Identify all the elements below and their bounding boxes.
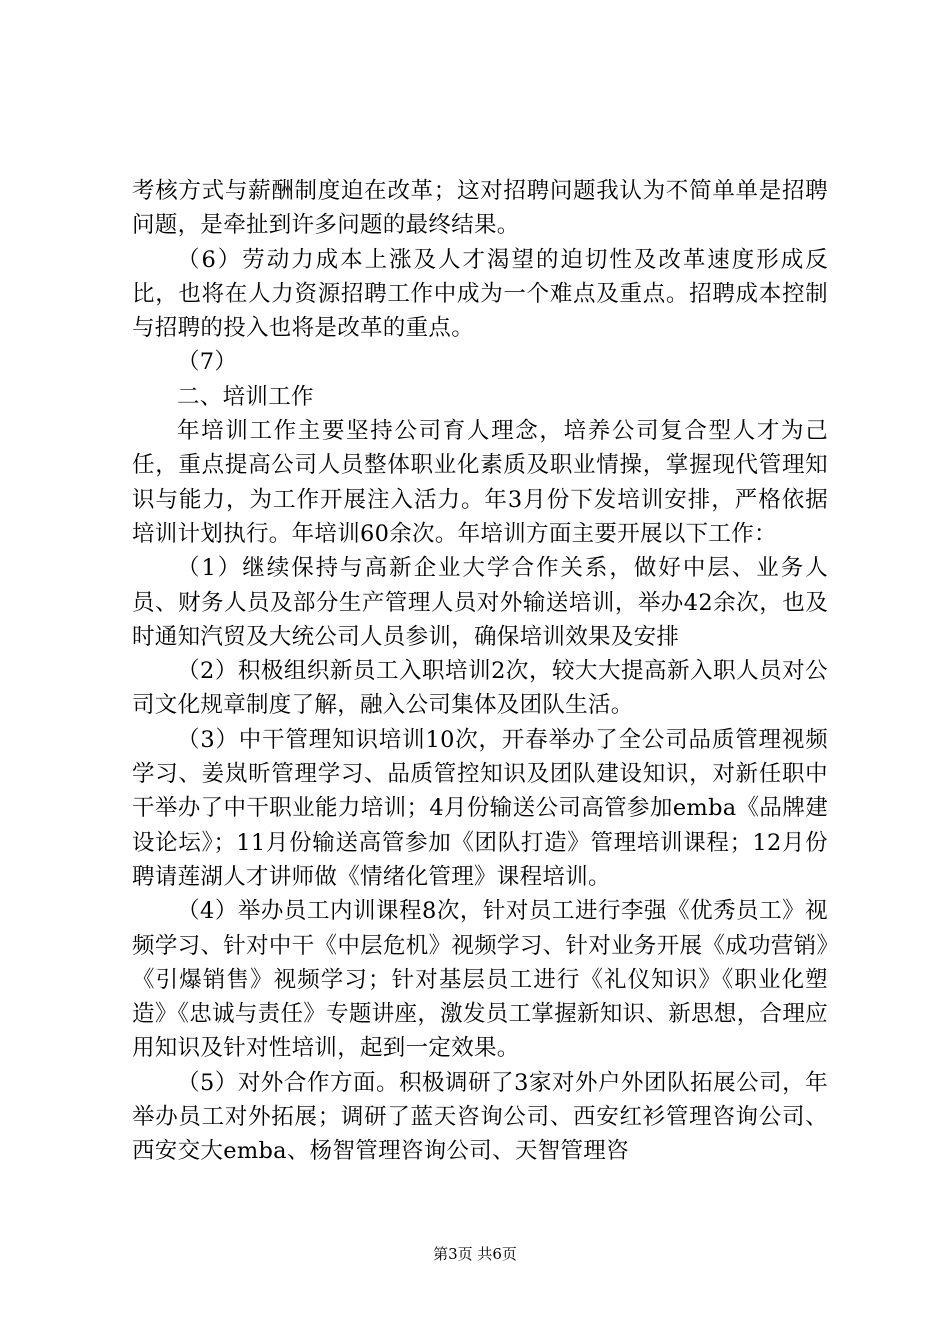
section-heading-training: 二、培训工作 <box>177 383 314 410</box>
document-body <box>132 174 828 1169</box>
paragraph-training-2: （2）积极组织新员工入职培训2次，较大大提高新入职人员对公司文化规章制度了解，融入公司集体及团队生活。 <box>132 658 828 719</box>
paragraph-item-6: （6）劳动力成本上涨及人才渴望的迫切性及改革速度形成反比，也将在人力资源招聘工作中成为一个难点及重点。招聘成本控制与招聘的投入也将是改革的重点。 <box>132 246 828 342</box>
paragraph-item-7: （7） <box>177 349 238 376</box>
page-footer: 第3页 共6页 <box>433 1245 517 1263</box>
paragraph-training-1: （1）继续保持与高新企业大学合作关系，做好中层、业务人员、财务人员及部分生产管理人员对外输送培训，举办42余次，也及时通知汽贸及大统公司人员参训，确保培训效果及安排 <box>132 555 828 650</box>
paragraph-training-4: （4）举办员工内训课程8次，针对员工进行李强《优秀员工》视频学习、针对中干《中层危机》视频学习、针对业务开展《成功营销》《引爆销售》视频学习；针对基层员工进行《礼仪知识》《职业化塑造》《忠诚与责任》专题讲座，激发员工掌握新知识、新思想，合理应用知识及针对性培训，起到一定效果。 <box>132 898 828 1062</box>
paragraph-training-5: （5）对外合作方面。积极调研了3家对外户外团队拓展公司，年举办员工对外拓展；调研了蓝天咨询公司、西安红衫管理咨询公司、西安交大emba、杨智管理咨询公司、天智管理咨 <box>132 1069 828 1165</box>
paragraph-continuation: 考核方式与薪酬制度迫在改革；这对招聘问题我认为不简单单是招聘问题，是牵扯到许多问题的最终结果。 <box>132 178 828 239</box>
paragraph-training-3: （3）中干管理知识培训10次，开春举办了全公司品质管理视频学习、姜岚昕管理学习、品质管控知识及团队建设知识，对新任职中干举办了中干职业能力培训；4月份输送公司高管参加emba《品牌建设论坛》；11月份输送高管参加《团队打造》管理培训课程；12月份聘请莲湖人才讲师做《情绪化管理》课程培训。 <box>132 726 828 890</box>
paragraph-training-intro: 年培训工作主要坚持公司育人理念，培养公司复合型人才为己任，重点提高公司人员整体职业化素质及职业情操，掌握现代管理知识与能力，为工作开展注入活力。年3月份下发培训安排，严格依据培训计划执行。年培训60余次。年培训方面主要开展以下工作： <box>132 418 828 547</box>
